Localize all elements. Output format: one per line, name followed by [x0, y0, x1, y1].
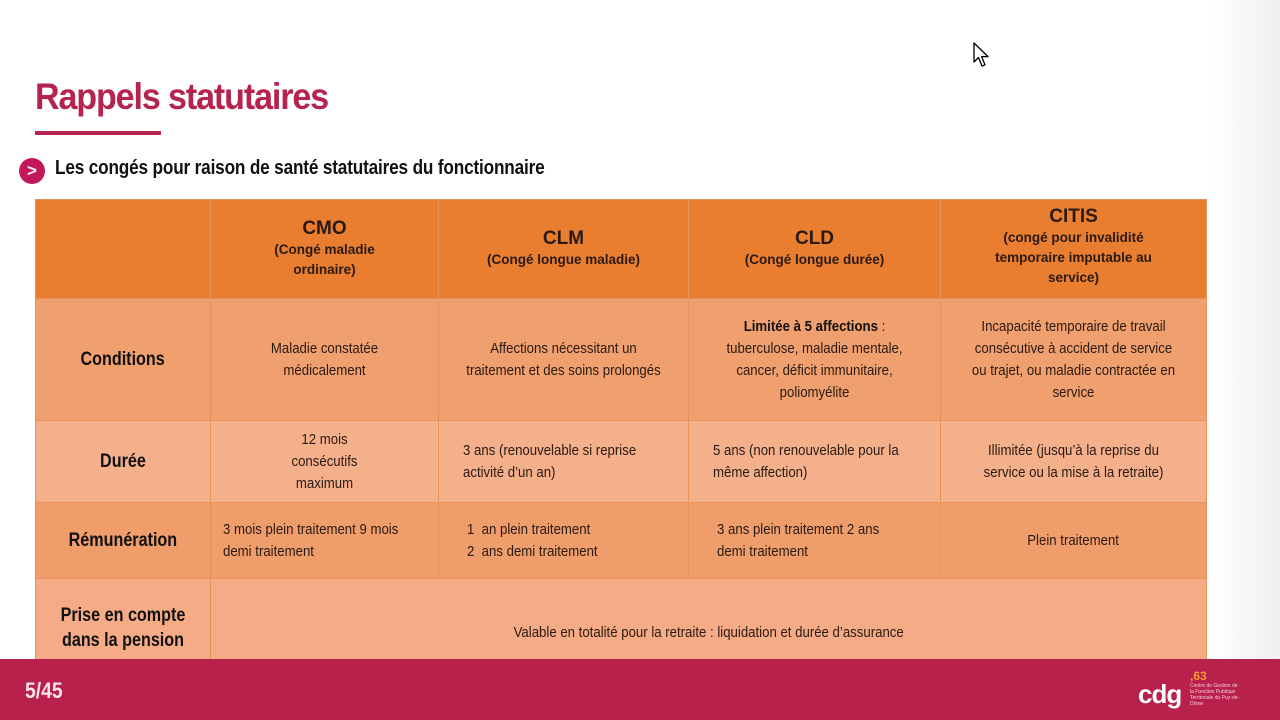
header-code: CITIS	[1049, 206, 1098, 227]
cell-cld-conditions: Limitée à 5 affections : tuberculose, maladie mentale, cancer, déficit immunitaire, poliomyélite	[689, 299, 941, 421]
logo-wordmark: cdg	[1138, 679, 1182, 709]
header-code: CLM	[542, 228, 585, 249]
cell-clm-duree: 3 ans (renouvelable si reprise activité d’un an)	[439, 421, 689, 503]
cell-citis-conditions: Incapacité temporaire de travail consécutive à accident de service ou trajet, ou maladie contractée en service	[941, 299, 1207, 421]
cell-cmo-remuneration: 3 mois plein traitement 9 mois demi traitement	[211, 503, 439, 579]
footer-bar	[0, 659, 1280, 720]
cld-condition-emphasis: Limitée à 5 affections	[743, 317, 878, 335]
cell-citis-remuneration: Plein traitement	[941, 503, 1207, 579]
cell-cmo-conditions: Maladie constatée médicalement	[211, 299, 439, 421]
chevron-right-icon: >	[19, 158, 45, 184]
leave-comparison-table	[35, 199, 1207, 677]
row-label: Prise en compte dans la pension	[36, 579, 211, 677]
row-label: Durée	[36, 421, 211, 503]
header-cmo	[211, 200, 439, 299]
page-indicator: 5/45	[25, 678, 63, 703]
cell-pension-all: Valable en totalité pour la retraite : liquidation et durée d’assurance	[211, 579, 1207, 677]
header-full-name: (Congé longue durée)	[744, 252, 885, 267]
right-edge-shade	[1210, 0, 1280, 660]
row-label: Conditions	[36, 299, 211, 421]
table-row-remuneration	[36, 503, 1207, 579]
cell-cld-remuneration: 3 ans plein traitement 2 ans demi traitement	[689, 503, 941, 579]
cell-cmo-duree: 12 mois consécutifs maximum	[211, 421, 439, 503]
row-label: Rémunération	[36, 503, 211, 579]
mouse-pointer-icon	[973, 42, 991, 68]
header-full-name: (Congé longue maladie)	[486, 252, 640, 267]
header-empty-cell	[36, 200, 211, 299]
title-underline	[35, 131, 161, 135]
table-row-duree	[36, 421, 1207, 503]
logo-number: ,63	[1190, 669, 1207, 683]
header-full-name: (Congé maladie ordinaire)	[274, 242, 375, 277]
cell-cld-duree: 5 ans (non renouvelable pour la même affection)	[689, 421, 941, 503]
cell-clm-conditions: Affections nécessitant un traitement et des soins prolongés	[439, 299, 689, 421]
slide-title: Rappels statutaires	[35, 76, 329, 117]
table-row-conditions	[36, 299, 1207, 421]
cdg63-logo	[1138, 671, 1238, 711]
header-cld	[689, 200, 941, 299]
slide-subtitle: Les congés pour raison de santé statutaires du fonctionnaire	[55, 157, 545, 179]
header-full-name: (congé pour invalidité temporaire imputable au service)	[995, 230, 1152, 285]
cell-citis-duree: Illimitée (jusqu’à la reprise du service ou la mise à la retraite)	[941, 421, 1207, 503]
cell-clm-remuneration: 1 an plein traitement 2 ans demi traitement	[439, 503, 689, 579]
header-clm	[439, 200, 689, 299]
table-header-row	[36, 200, 1207, 299]
logo-caption: Centre de Gestion de la Fonction Publique Territoriale du Puy-de-Dôme	[1190, 683, 1240, 707]
header-code: CMO	[302, 218, 347, 239]
header-citis	[941, 200, 1207, 299]
header-code: CLD	[794, 228, 835, 249]
